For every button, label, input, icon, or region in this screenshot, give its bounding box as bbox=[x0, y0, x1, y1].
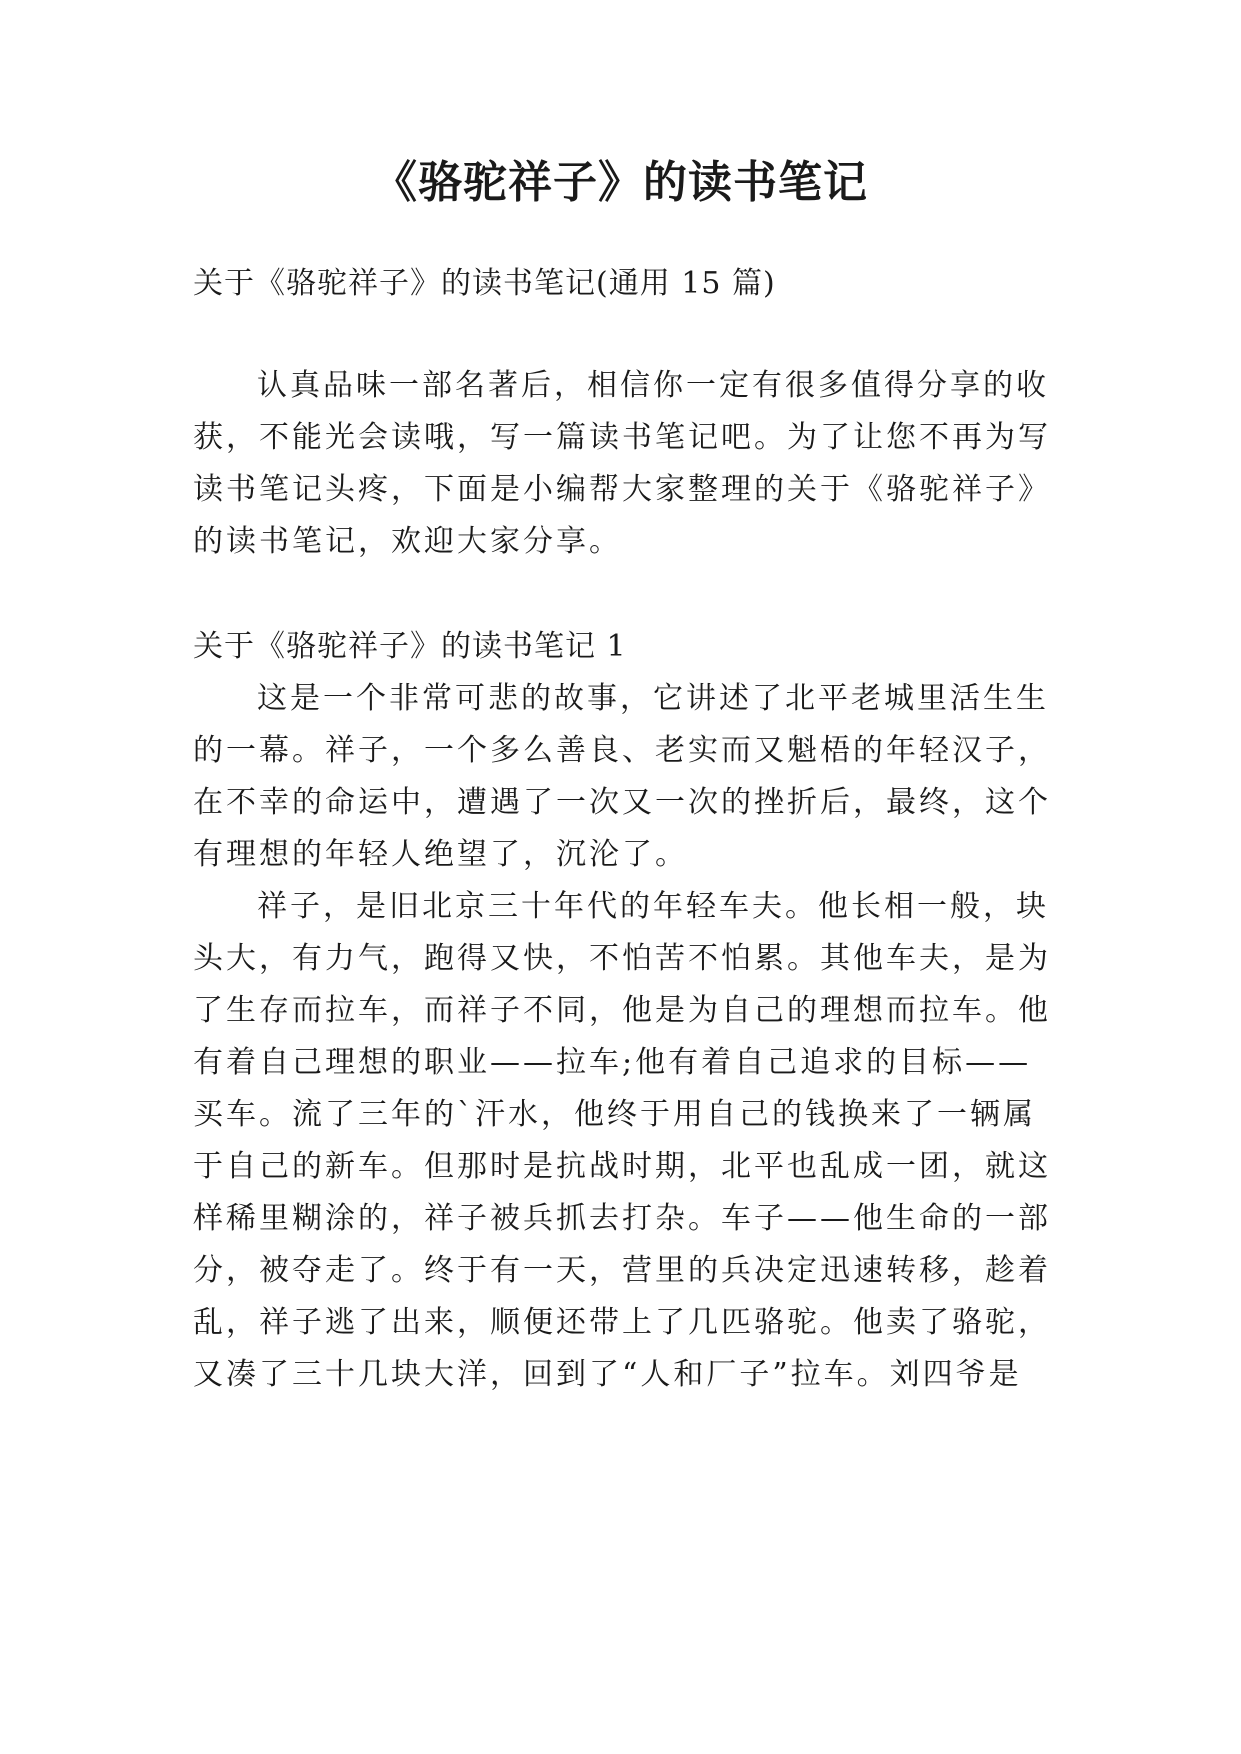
intro-line: 读书笔记头疼，下面是小编帮大家整理的关于《骆驼祥子》 bbox=[193, 472, 1051, 507]
paragraph-line: 又凑了三十几块大洋，回到了“人和厂子”拉车。刘四爷是 bbox=[193, 1357, 1022, 1392]
paragraph-line: 祥子，是旧北京三十年代的年轻车夫。他长相一般，块 bbox=[257, 889, 1049, 924]
paragraph-line: 头大，有力气，跑得又快，不怕苦不怕累。其他车夫，是为 bbox=[193, 941, 1051, 976]
paragraph-line: 有着自己理想的职业——拉车;他有着自己追求的目标—— bbox=[193, 1045, 1032, 1080]
paragraph-line: 乱，祥子逃了出来，顺便还带上了几匹骆驼。他卖了骆驼， bbox=[193, 1305, 1051, 1340]
intro-line: 认真品味一部名著后，相信你一定有很多值得分享的收 bbox=[257, 368, 1049, 403]
paragraph-line: 的一幕。祥子，一个多么善良、老实而又魁梧的年轻汉子， bbox=[193, 733, 1051, 768]
intro-line: 获，不能光会读哦，写一篇读书笔记吧。为了让您不再为写 bbox=[193, 420, 1051, 455]
paragraph-line: 于自己的新车。但那时是抗战时期，北平也乱成一团，就这 bbox=[193, 1149, 1051, 1184]
document-subtitle: 关于《骆驼祥子》的读书笔记(通用 15 篇) bbox=[193, 266, 776, 301]
document-title: 《骆驼祥子》的读书笔记 bbox=[373, 157, 868, 208]
paragraph-line: 样稀里糊涂的，祥子被兵抓去打杂。车子——他生命的一部 bbox=[193, 1201, 1051, 1236]
paragraph-line: 在不幸的命运中，遭遇了一次又一次的挫折后，最终，这个 bbox=[193, 785, 1051, 820]
paragraph-line: 这是一个非常可悲的故事，它讲述了北平老城里活生生 bbox=[257, 681, 1049, 716]
section-heading: 关于《骆驼祥子》的读书笔记 1 bbox=[193, 629, 627, 664]
intro-line: 的读书笔记，欢迎大家分享。 bbox=[193, 524, 622, 559]
paragraph-line: 买车。流了三年的`汗水，他终于用自己的钱换来了一辆属 bbox=[193, 1097, 1036, 1132]
paragraph-line: 了生存而拉车，而祥子不同，他是为自己的理想而拉车。他 bbox=[193, 993, 1051, 1028]
paragraph-line: 分，被夺走了。终于有一天，营里的兵决定迅速转移，趁着 bbox=[193, 1253, 1051, 1288]
paragraph-line: 有理想的年轻人绝望了，沉沦了。 bbox=[193, 837, 688, 872]
